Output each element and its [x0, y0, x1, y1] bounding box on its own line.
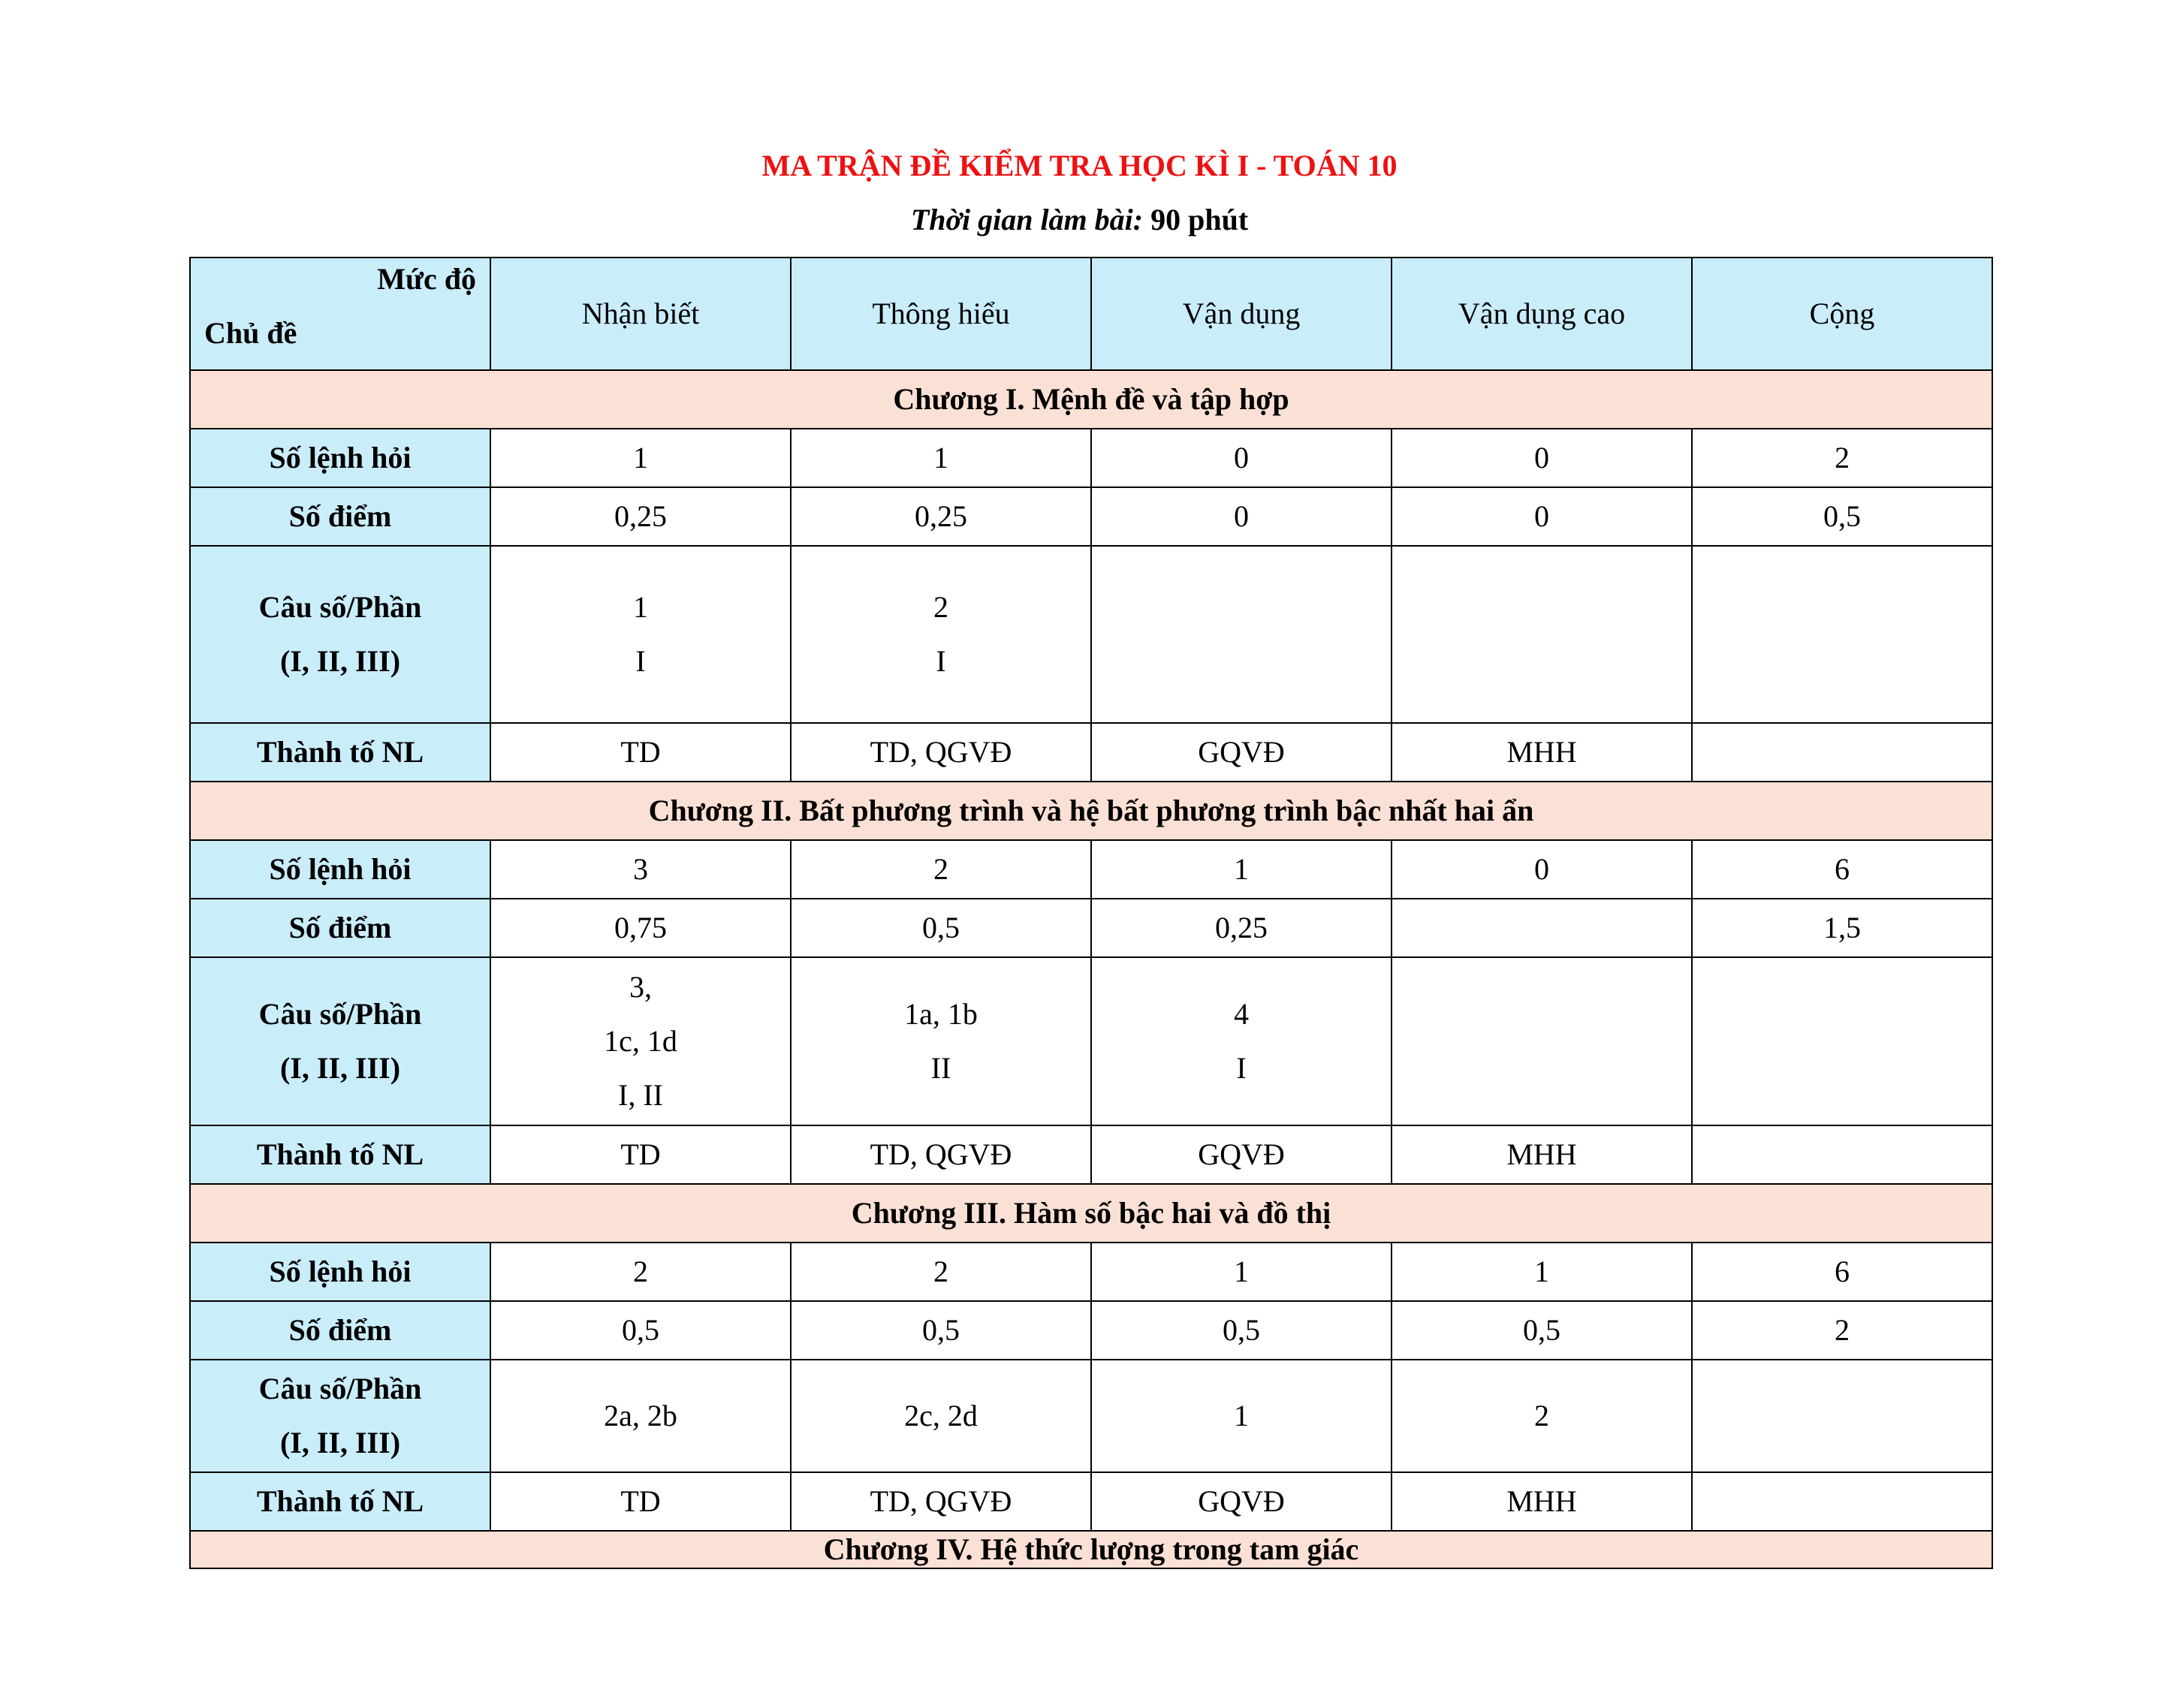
- cell-value: 2: [791, 1243, 1091, 1301]
- cell-value: 0,75: [490, 899, 791, 957]
- cell-line: 2: [933, 590, 948, 624]
- cell-value: 1: [1091, 840, 1392, 899]
- cell-line: II: [930, 1051, 951, 1085]
- cell-value: 6: [1692, 1243, 1992, 1301]
- cell-value: [1692, 1472, 1992, 1531]
- cell-parts: [1692, 1360, 1992, 1472]
- competency-row: [190, 1472, 1992, 1531]
- cell-value: 0: [1091, 429, 1392, 487]
- points-row: [190, 1301, 1992, 1360]
- corner-cell: [190, 258, 490, 370]
- cell-value: TD: [490, 723, 791, 782]
- points-row: [190, 899, 1992, 957]
- cell-line: 1: [633, 590, 648, 624]
- cell-value: 2: [490, 1243, 791, 1301]
- cell-value: 0,5: [1091, 1301, 1392, 1360]
- cell-parts: [1091, 957, 1392, 1125]
- row-label-parts-line1: Câu số/Phần: [258, 1372, 422, 1405]
- cell-value: 0,25: [1091, 899, 1392, 957]
- header-row: [190, 258, 1992, 370]
- page-title: MA TRẬN ĐỀ KIỂM TRA HỌC KÌ I - TOÁN 10: [761, 149, 1398, 182]
- cell-value: 0,25: [490, 487, 791, 546]
- cell-line: 4: [1234, 997, 1249, 1031]
- time-limit: [0, 201, 2159, 239]
- cell-parts: [490, 546, 791, 723]
- exam-matrix-table: [189, 257, 1993, 1569]
- questions-row: [190, 840, 1992, 899]
- row-label-parts: [190, 957, 490, 1125]
- level-label: Mức độ: [377, 262, 476, 296]
- cell-value: [1392, 899, 1692, 957]
- chapter-row: [190, 782, 1992, 840]
- chapter-title: Chương I. Mệnh đề và tập hợp: [190, 370, 1992, 429]
- row-label-competency: Thành tố NL: [190, 1125, 490, 1184]
- cell-parts: [1392, 957, 1692, 1125]
- parts-row: [190, 957, 1992, 1125]
- cell-value: 2: [1692, 429, 1992, 487]
- cell-line: I: [635, 644, 646, 678]
- cell-parts: 2: [1392, 1360, 1692, 1472]
- cell-parts: [1091, 546, 1392, 723]
- row-label-points: Số điểm: [190, 1301, 490, 1360]
- cell-value: 0,5: [791, 899, 1091, 957]
- cell-value: 6: [1692, 840, 1992, 899]
- cell-value: MHH: [1392, 1125, 1692, 1184]
- row-label-parts-line2: (I, II, III): [279, 1426, 401, 1459]
- chapter-title: Chương II. Bất phương trình và hệ bất phương trình bậc nhất hai ẩn: [190, 782, 1992, 840]
- cell-value: GQVĐ: [1091, 723, 1392, 782]
- cell-value: GQVĐ: [1091, 1125, 1392, 1184]
- cell-value: MHH: [1392, 1472, 1692, 1531]
- row-label-questions: Số lệnh hỏi: [190, 840, 490, 899]
- cell-line: I: [936, 644, 946, 678]
- cell-value: MHH: [1392, 723, 1692, 782]
- cell-value: TD, QGVĐ: [791, 1472, 1091, 1531]
- cell-parts: [490, 957, 791, 1125]
- chapter-title: Chương IV. Hệ thức lượng trong tam giác: [190, 1531, 1992, 1568]
- parts-row: [190, 546, 1992, 723]
- cell-value: 0: [1392, 429, 1692, 487]
- cell-value: 3: [490, 840, 791, 899]
- col-header-van-dung-cao: Vận dụng cao: [1392, 258, 1692, 370]
- cell-value: 1: [1091, 1243, 1392, 1301]
- cell-value: 2: [1692, 1301, 1992, 1360]
- cell-line: I, II: [618, 1078, 663, 1112]
- cell-value: TD: [490, 1472, 791, 1531]
- cell-parts: [1692, 957, 1992, 1125]
- row-label-points: Số điểm: [190, 899, 490, 957]
- cell-value: 1,5: [1692, 899, 1992, 957]
- time-limit-label: Thời gian làm bài:: [910, 203, 1144, 236]
- cell-value: TD: [490, 1125, 791, 1184]
- competency-row: [190, 1125, 1992, 1184]
- cell-value: 1: [490, 429, 791, 487]
- cell-parts: 1: [1091, 1360, 1392, 1472]
- cell-value: 0: [1091, 487, 1392, 546]
- competency-row: [190, 723, 1992, 782]
- cell-value: 0,5: [791, 1301, 1091, 1360]
- cell-parts: [1392, 546, 1692, 723]
- points-row: [190, 487, 1992, 546]
- chapter-title: Chương III. Hàm số bậc hai và đồ thị: [190, 1184, 1992, 1243]
- cell-value: 2: [791, 840, 1091, 899]
- cell-parts: 2c, 2d: [791, 1360, 1091, 1472]
- cell-value: 0,5: [490, 1301, 791, 1360]
- row-label-questions: Số lệnh hỏi: [190, 429, 490, 487]
- col-header-thong-hieu: Thông hiểu: [791, 258, 1091, 370]
- cell-parts: [791, 957, 1091, 1125]
- chapter-row: [190, 1184, 1992, 1243]
- row-label-parts: [190, 546, 490, 723]
- row-label-parts-line1: Câu số/Phần: [258, 590, 422, 624]
- cell-value: 0,5: [1692, 487, 1992, 546]
- cell-line: 3,: [629, 970, 652, 1004]
- questions-row: [190, 1243, 1992, 1301]
- cell-parts: [791, 546, 1091, 723]
- row-label-parts-line2: (I, II, III): [279, 644, 401, 678]
- col-header-cong: Cộng: [1692, 258, 1992, 370]
- cell-parts: 2a, 2b: [490, 1360, 791, 1472]
- cell-value: [1692, 723, 1992, 782]
- cell-value: TD, QGVĐ: [791, 1125, 1091, 1184]
- cell-value: 1: [791, 429, 1091, 487]
- row-label-parts-line1: Câu số/Phần: [258, 997, 422, 1031]
- row-label-parts-line2: (I, II, III): [279, 1051, 401, 1085]
- time-limit-value: 90 phút: [1143, 203, 1249, 236]
- cell-line: 1c, 1d: [604, 1024, 677, 1058]
- cell-value: 0,5: [1392, 1301, 1692, 1360]
- col-header-nhan-biet: Nhận biết: [490, 258, 791, 370]
- cell-value: 0: [1392, 487, 1692, 546]
- row-label-parts: [190, 1360, 490, 1472]
- parts-row: [190, 1360, 1992, 1472]
- cell-parts: [1692, 546, 1992, 723]
- cell-line: 1a, 1b: [904, 997, 978, 1031]
- cell-value: 0: [1392, 840, 1692, 899]
- row-label-competency: Thành tố NL: [190, 1472, 490, 1531]
- cell-value: GQVĐ: [1091, 1472, 1392, 1531]
- row-label-competency: Thành tố NL: [190, 723, 490, 782]
- chapter-row: [190, 1531, 1992, 1568]
- cell-value: 1: [1392, 1243, 1692, 1301]
- col-header-van-dung: Vận dụng: [1091, 258, 1392, 370]
- cell-line: I: [1236, 1051, 1247, 1085]
- cell-value: 0,25: [791, 487, 1091, 546]
- topic-label: Chủ đề: [204, 316, 297, 350]
- row-label-points: Số điểm: [190, 487, 490, 546]
- cell-value: [1692, 1125, 1992, 1184]
- cell-value: TD, QGVĐ: [791, 723, 1091, 782]
- row-label-questions: Số lệnh hỏi: [190, 1243, 490, 1301]
- questions-row: [190, 429, 1992, 487]
- chapter-row: [190, 370, 1992, 429]
